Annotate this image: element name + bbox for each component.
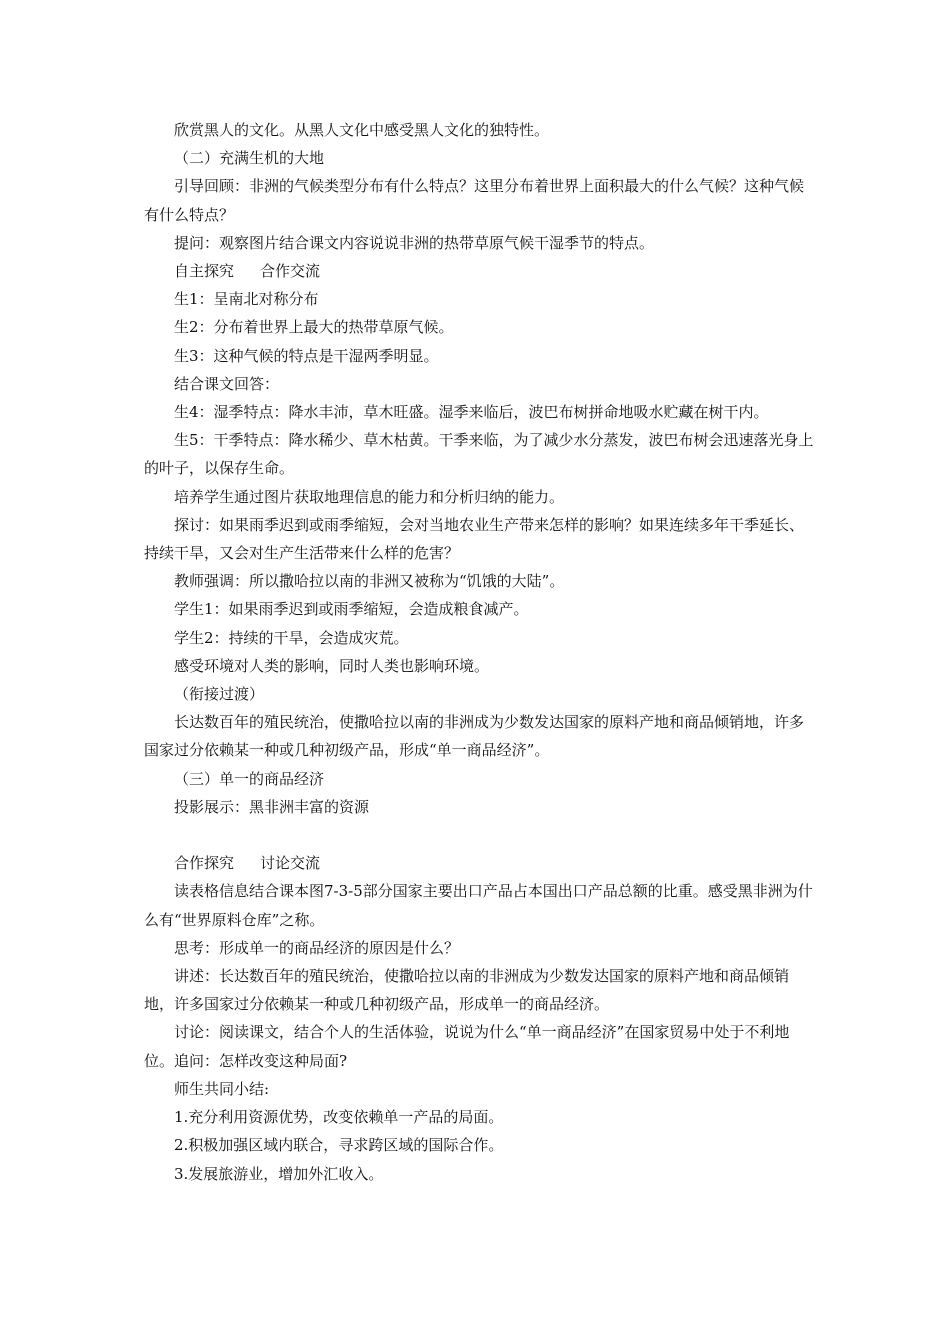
section-heading: （三）单一的商品经济 [174,769,325,788]
list-item: 2.积极加强区域内联合，寻求跨区域的国际合作。 [174,1136,504,1155]
activity-label: 讨论交流 [260,854,321,873]
paragraph: 生5：干季特点：降水稀少、草木枯黄。干季来临，为了减少水分蒸发，波巴布树会迅速落光身上的叶子，以保存生命。 [144,431,814,478]
paragraph: 学生1：如果雨季迟到或雨季缩短，会造成粮食减产。 [174,600,529,619]
paragraph: 思考：形成单一的商品经济的原因是什么？ [174,938,460,957]
paragraph: 讨论：阅读课文，结合个人的生活体验，说说为什么“单一商品经济”在国家贸易中处于不利地位。追问：怎样改变这种局面? [144,1023,790,1070]
paragraph: 引导回顾：非洲的气候类型分布有什么特点？这里分布着世界上面积最大的什么气候？这种气候有什么特点？ [144,177,805,224]
blank-line [144,821,814,849]
paragraph: 生4：湿季特点：降水丰沛，草木旺盛。湿季来临后，波巴布树拼命地吸水贮藏在树干内。 [174,403,769,422]
paragraph: 结合课文回答： [174,374,280,393]
paragraph: 读表格信息结合课本图7-3-5部分国家主要出口产品占本国出口产品总额的比重。感受黑非洲为什么有“世界原料仓库”之称。 [144,882,813,929]
paragraph: 学生2：持续的干旱，会造成灾荒。 [174,628,409,647]
paragraph: 长达数百年的殖民统治，使撒哈拉以南的非洲成为少数发达国家的原料产地和商品倾销地，许多国家过分依赖某一种或几种初级产品，形成“单一商品经济”。 [144,713,805,760]
paragraph: 生1：呈南北对称分布 [174,290,319,309]
paragraph: 教师强调：所以撒哈拉以南的非洲又被称为“饥饿的大陆”。 [174,572,565,591]
paragraph: （衔接过渡） [174,685,265,704]
paragraph: 师生共同小结: [174,1079,270,1098]
paragraph: 生2：分布着世界上最大的热带草原气候。 [174,318,454,337]
section-heading: （二）充满生机的大地 [174,149,325,168]
paragraph: 投影展示：黑非洲丰富的资源 [174,797,370,816]
activity-label: 合作探究 [174,854,235,873]
paragraph: 生3：这种气候的特点是干湿两季明显。 [174,346,439,365]
paragraph: 欣赏黑人的文化。从黑人文化中感受黑人文化的独特性。 [174,121,550,139]
activity-label: 合作交流 [260,262,321,281]
activity-line [144,849,814,877]
list-item: 1.充分利用资源优势，改变依赖单一产品的局面。 [174,1108,504,1127]
list-item: 3.发展旅游业，增加外汇收入。 [174,1164,384,1183]
paragraph: 培养学生通过图片获取地理信息的能力和分析归纳的能力。 [174,487,565,506]
paragraph: 讲述：长达数百年的殖民统治，使撒哈拉以南的非洲成为少数发达国家的原料产地和商品倾销地，许多国家过分依赖某一种或几种初级产品，形成单一的商品经济。 [144,967,790,1014]
activity-label: 自主探究 [174,262,235,281]
paragraph: 感受环境对人类的影响，同时人类也影响环境。 [174,656,490,675]
paragraph: 探讨：如果雨季迟到或雨季缩短，会对当地农业生产带来怎样的影响？如果连续多年干季延长、持续干旱，又会对生产生活带来什么样的危害？ [144,515,805,563]
activity-line [144,257,814,285]
document-page [144,116,814,1188]
paragraph: 提问：观察图片结合课文内容说说非洲的热带草原气候干湿季节的特点。 [174,233,655,252]
